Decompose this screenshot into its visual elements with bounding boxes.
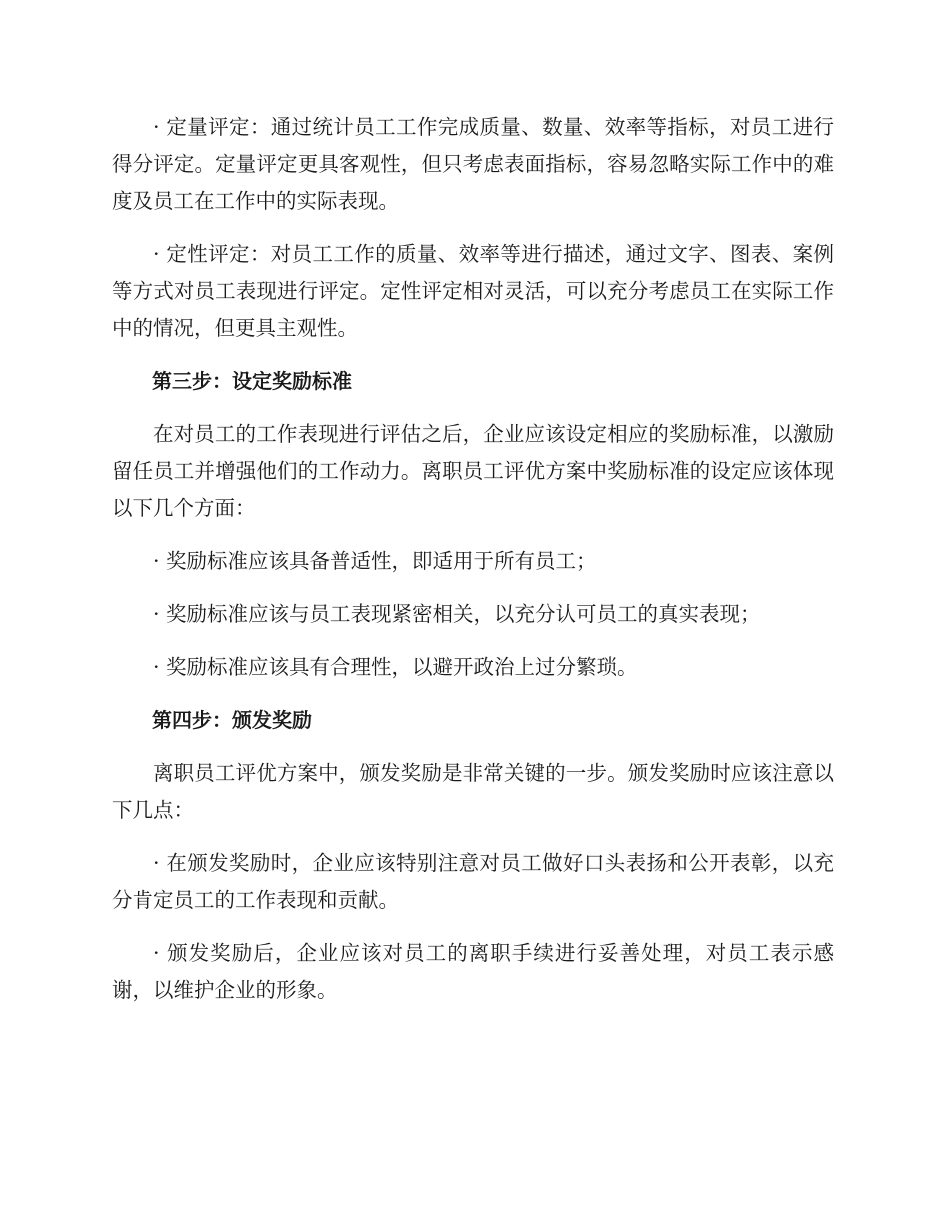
document-body bbox=[112, 109, 834, 1025]
section-heading-step-three: 第三步：设定奖励标准 bbox=[152, 369, 352, 393]
section-heading-step-four: 第四步：颁发奖励 bbox=[152, 708, 312, 732]
bullet-award-praise: · 在颁发奖励时，企业应该特别注意对员工做好口头表扬和公开表彰，以充分肯定员工的工作表现和贡献。 bbox=[112, 851, 834, 912]
bullet-qualitative-evaluation: · 定性评定：对员工工作的质量、效率等进行描述，通过文字、图表、案例等方式对员工表现进行评定。定性评定相对灵活，可以充分考虑员工在实际工作中的情况，但更具主观性。 bbox=[112, 242, 834, 340]
bullet-quantitative-evaluation: · 定量评定：通过统计员工工作完成质量、数量、效率等指标，对员工进行得分评定。定量评定更具客观性，但只考虑表面指标，容易忽略实际工作中的难度及员工在工作中的实际表现。 bbox=[112, 115, 834, 213]
paragraph-award-intro: 离职员工评优方案中，颁发奖励是非常关键的一步。颁发奖励时应该注意以下几点： bbox=[112, 761, 834, 822]
bullet-award-after-handling: · 颁发奖励后，企业应该对员工的离职手续进行妥善处理，对员工表示感谢，以维护企业的形象。 bbox=[112, 941, 834, 1002]
bullet-reward-universality: · 奖励标准应该具备普适性，即适用于所有员工； bbox=[153, 549, 597, 573]
paragraph-reward-standards-intro: 在对员工的工作表现进行评估之后，企业应该设定相应的奖励标准，以激励留任员工并增强他们的工作动力。离职员工评优方案中奖励标准的设定应该体现以下几个方面： bbox=[112, 422, 834, 520]
bullet-reward-performance-related: · 奖励标准应该与员工表现紧密相关，以充分认可员工的真实表现； bbox=[153, 602, 761, 626]
bullet-reward-reasonableness: · 奖励标准应该具有合理性，以避开政治上过分繁琐。 bbox=[153, 655, 638, 679]
